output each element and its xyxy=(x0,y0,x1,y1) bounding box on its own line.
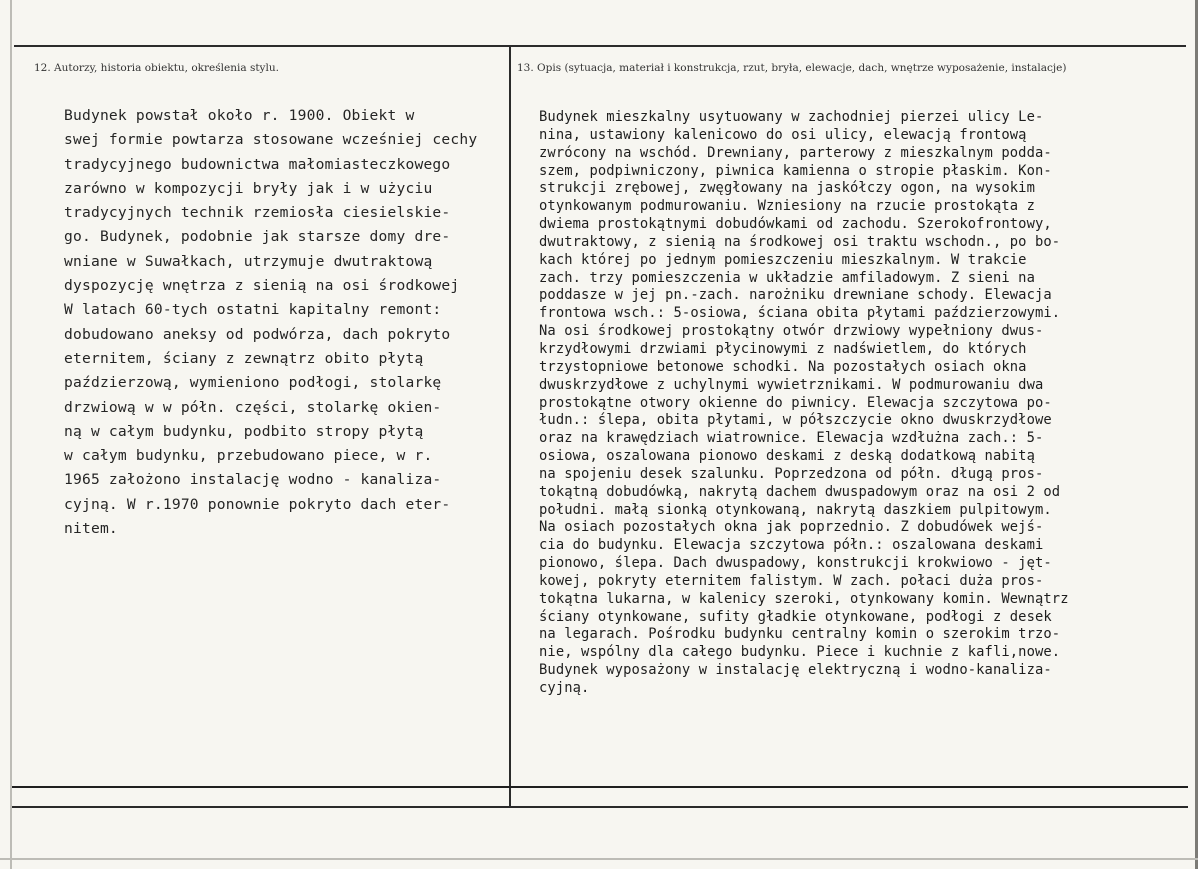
description-text-line: dwuskrzydłowe z uchylnymi wywietrznikami. W podmurowaniu dwa xyxy=(539,376,1044,393)
history-text xyxy=(64,104,510,541)
card-left-edge xyxy=(10,0,12,869)
description-text-line: prostokątne otwory okienne do piwnicy. Elewacja szczytowa po- xyxy=(539,394,1052,411)
description-text-line: pionowo, ślepa. Dach dwuspadowy, konstrukcji krokwiowo - jęt- xyxy=(539,555,1052,572)
history-text-line: tradycyjnych technik rzemiosła ciesielskie- xyxy=(64,204,451,222)
bottom-rule-1 xyxy=(12,786,1188,788)
history-text-line: cyjną. W r.1970 ponownie pokryto dach eter- xyxy=(64,495,451,513)
description-text-line: krzydłowymi drzwiami płycinowymi z nadświetlem, do których xyxy=(539,340,1027,357)
description-text-line: tokątna lukarna, w kalenicy szeroki, otynkowany komin. Wewnątrz xyxy=(539,590,1069,607)
description-text-line: poddasze w jej pn.-zach. narożniku drewniane schody. Elewacja xyxy=(539,287,1052,304)
history-text-line: dyspozycję wnętrza z sienią na osi środkowej xyxy=(64,277,460,295)
description-text-line: nie, wspólny dla całego budynku. Piece i kuchnie z kafli,nowe. xyxy=(539,644,1061,661)
description-text-line: dwiema prostokątnymi dobudówkami od zachodu. Szerokofrontowy, xyxy=(539,216,1052,233)
description-text xyxy=(539,109,1189,698)
history-text-line: nitem. xyxy=(64,520,118,538)
description-text-line: frontowa wsch.: 5-osiowa, ściana obita płytami paździerzowymi. xyxy=(539,305,1061,322)
description-text-line: na spojeniu desek szalunku. Poprzedzona od półn. długą pros- xyxy=(539,465,1044,482)
history-text-line: tradycyjnego budownictwa małomiasteczkowego xyxy=(64,155,451,173)
description-text-line: Na osi środkowej prostokątny otwór drzwiowy wypełniony dwus- xyxy=(539,323,1044,340)
description-text-line: otynkowanym podmurowaniu. Wzniesiony na rzucie prostokąta z xyxy=(539,198,1035,215)
description-text-line: ściany otynkowane, sufity gładkie otynkowane, podłogi z desek xyxy=(539,608,1052,625)
history-text-line: paździerzową, wymieniono podłogi, stolarkę xyxy=(64,374,442,392)
history-text-line: zarówno w kompozycji bryły jak i w użyciu xyxy=(64,179,433,197)
description-text-line: południ. małą sionką otynkowaną, nakrytą daszkiem pulpitowym. xyxy=(539,501,1052,518)
history-text-line: w całym budynku, przebudowano piece, w r. xyxy=(64,447,433,465)
description-text-line: tokątną dobudówką, nakrytą dachem dwuspadowym oraz na osi 2 od xyxy=(539,483,1061,500)
history-text-line: wniane w Suwałkach, utrzymuje dwutraktową xyxy=(64,252,433,270)
history-text-line: swej formie powtarza stosowane wcześniej cechy xyxy=(64,131,478,149)
description-text-line: zwrócony na wschód. Drewniany, parterowy z mieszkalnym podda- xyxy=(539,144,1052,161)
card-bottom-edge xyxy=(0,858,1198,860)
description-text-line: oraz na krawędziach wiatrownice. Elewacja wzdłużna zach.: 5- xyxy=(539,430,1044,447)
top-rule xyxy=(14,45,1186,47)
description-text-line: cia do budynku. Elewacja szczytowa półn.: oszalowana deskami xyxy=(539,537,1044,554)
section-12-header: 12. Autorzy, historia obiektu, określenia stylu. xyxy=(34,62,279,74)
history-text-line: dobudowano aneksy od podwórza, dach pokryto xyxy=(64,325,451,343)
history-text-line: drzwiową w w półn. części, stolarkę okien- xyxy=(64,398,442,416)
bottom-rule-2 xyxy=(12,806,1188,808)
description-text-line: kach której po jednym pomieszczeniu mieszkalnym. W trakcie xyxy=(539,251,1027,268)
history-text-line: W latach 60-tych ostatni kapitalny remont: xyxy=(64,301,442,319)
description-text-line: kowej, pokryty eternitem falistym. W zach. połaci duża pros- xyxy=(539,572,1044,589)
description-text-line: osiowa, oszalowana pionowo deskami z deską dodatkową nabitą xyxy=(539,448,1035,465)
description-text-line: cyjną. xyxy=(539,680,590,696)
description-text-line: nina, ustawiony kalenicowo do osi ulicy, elewacją frontową xyxy=(539,126,1027,143)
description-text-line: łudn.: ślepa, obita płytami, w półszczycie okno dwuskrzydłowe xyxy=(539,412,1052,429)
description-text-line: zach. trzy pomieszczenia w układzie amfiladowym. Z sieni na xyxy=(539,269,1035,286)
description-text-line: strukcji zrębowej, zwęgłowany na jaskółczy ogon, na wysokim xyxy=(539,180,1035,197)
history-text-line: Budynek powstał około r. 1900. Obiekt w xyxy=(64,107,415,124)
description-text-line: dwutraktowy, z sienią na środkowej osi traktu wschodn., po bo- xyxy=(539,233,1061,250)
history-text-line: eternitem, ściany z zewnątrz obito płytą xyxy=(64,349,424,367)
history-text-line: 1965 założono instalację wodno - kanaliza- xyxy=(64,471,442,489)
description-text-line: Na osiach pozostałych okna jak poprzednio. Z dobudówek wejś- xyxy=(539,519,1044,536)
description-text-line: trzystopniowe betonowe schodki. Na pozostałych osiach okna xyxy=(539,358,1027,375)
description-text-line: Budynek mieszkalny usytuowany w zachodniej pierzei ulicy Le- xyxy=(539,109,1044,125)
description-text-line: na legarach. Pośrodku budynku centralny komin o szerokim trzo- xyxy=(539,626,1061,643)
history-text-line: go. Budynek, podobnie jak starsze domy dre- xyxy=(64,228,451,246)
history-text-line: ną w całym budynku, podbito stropy płytą xyxy=(64,422,424,440)
description-text-line: szem, podpiwniczony, piwnica kamienna o stropie płaskim. Kon- xyxy=(539,162,1052,179)
description-text-line: Budynek wyposażony w instalację elektryczną i wodno-kanaliza- xyxy=(539,662,1052,679)
section-13-header: 13. Opis (sytuacja, materiał i konstrukcja, rzut, bryła, elewacje, dach, wnętrze wyposażenie, instalacje) xyxy=(517,62,1067,74)
